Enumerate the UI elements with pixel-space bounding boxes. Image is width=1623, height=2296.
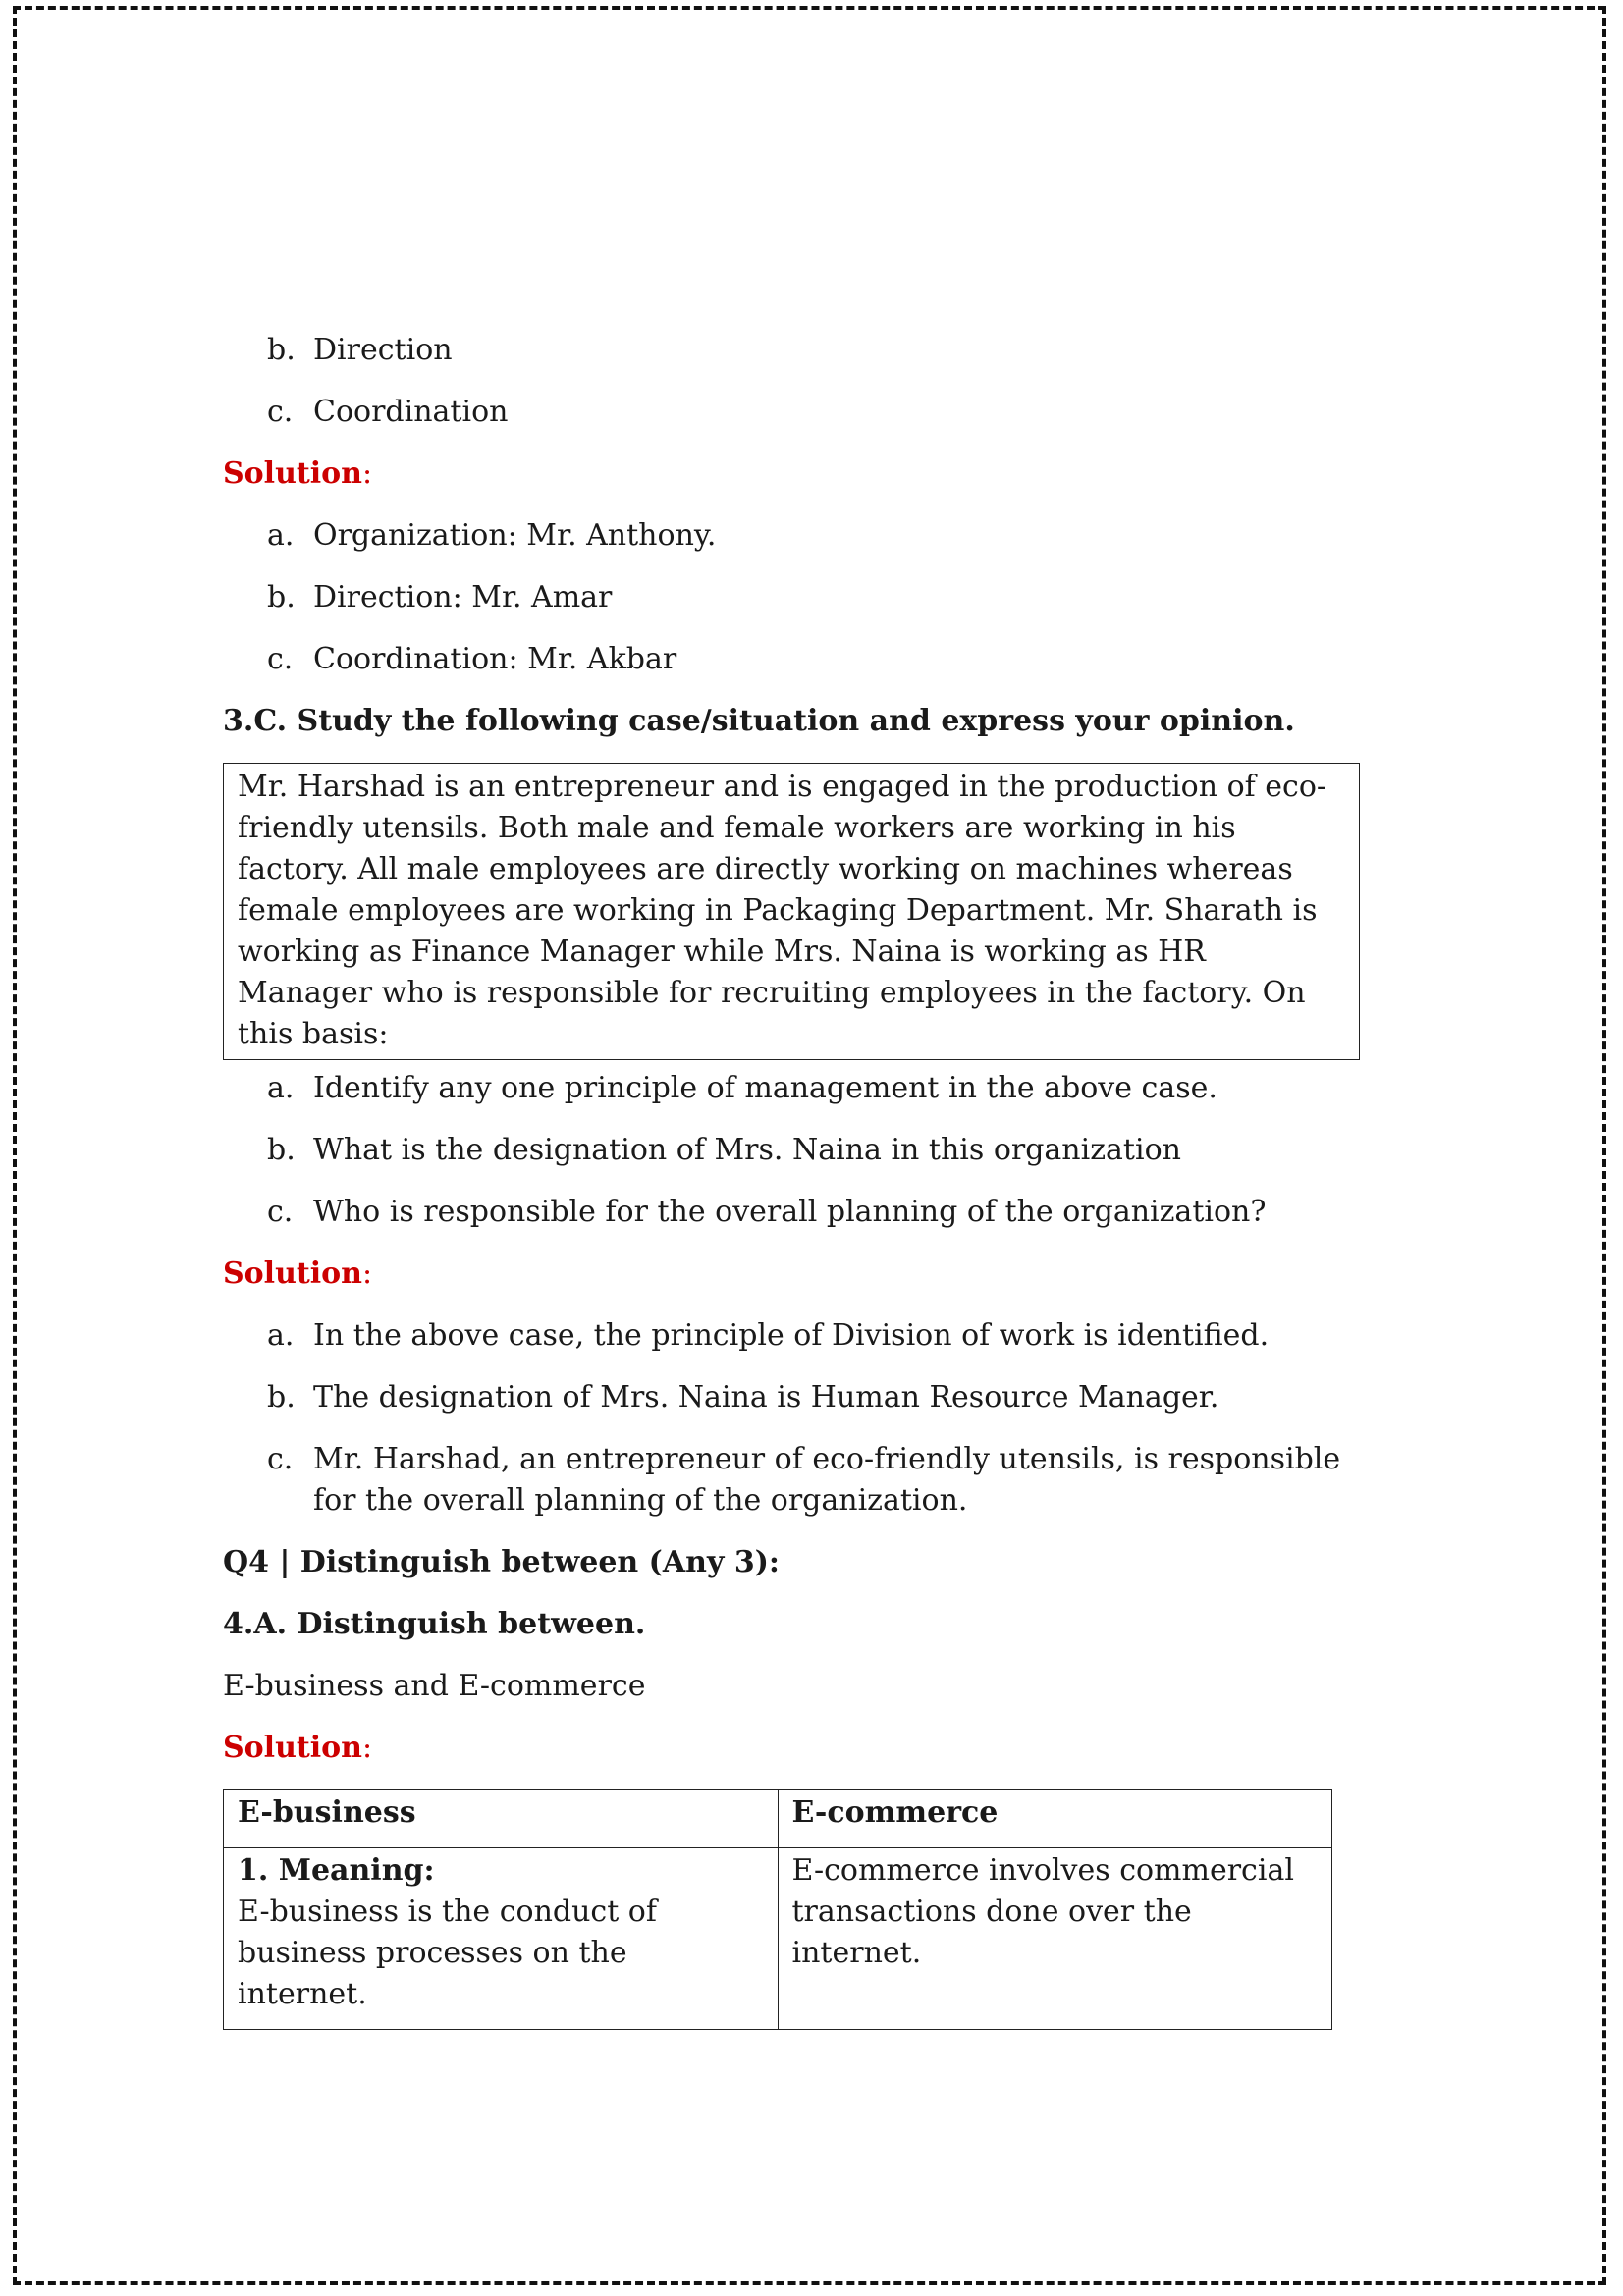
list-marker: b. (267, 333, 296, 367)
list-marker: a. (267, 1071, 295, 1105)
list-marker: c. (267, 1195, 294, 1229)
list-text: In the above case, the principle of Division of work is identified. (313, 1318, 1270, 1353)
list-marker: c. (267, 642, 294, 676)
list-item (267, 1377, 1362, 1418)
list-item (267, 639, 1362, 680)
list-text: Coordination (313, 395, 509, 429)
case-box (223, 763, 1360, 1060)
cell-text: E-business is the conduct of business processes on the internet. (238, 1895, 657, 2011)
table-header-row (224, 1790, 1332, 1848)
solution-colon: : (361, 456, 373, 491)
solution-heading (223, 454, 1362, 495)
cell-text: E-commerce involves commercial transactions done over the internet. (791, 1853, 1294, 1970)
table-header-cell: E-business (224, 1790, 779, 1848)
list-item (267, 1315, 1362, 1357)
table-header-cell: E-commerce (778, 1790, 1332, 1848)
list-marker: a. (267, 518, 295, 553)
list-marker: c. (267, 395, 294, 429)
solution-colon: : (361, 1731, 373, 1765)
comparison-table (223, 1789, 1332, 2030)
solution-label: Solution (223, 1256, 362, 1291)
list-item (267, 1068, 1362, 1109)
list-text: The designation of Mrs. Naina is Human Resource Manager. (313, 1380, 1219, 1415)
list-text: Coordination: Mr. Akbar (313, 642, 677, 676)
table-cell (224, 1848, 779, 2030)
list-item (267, 392, 1362, 433)
list-text: Who is responsible for the overall planning of the organization? (313, 1195, 1267, 1229)
list-marker: a. (267, 1318, 295, 1353)
question-heading-3c: 3.C. Study the following case/situation and express your opinion. (223, 704, 1295, 738)
list-marker: b. (267, 580, 296, 614)
solution-colon: : (361, 1256, 373, 1291)
question-text-4a: E-business and E-commerce (223, 1669, 646, 1703)
list-text: Direction (313, 333, 453, 367)
list-text: What is the designation of Mrs. Naina in this organization (313, 1133, 1181, 1167)
question-heading-4a: 4.A. Distinguish between. (223, 1607, 646, 1641)
table-cell (778, 1848, 1332, 2030)
list-item (267, 577, 1362, 618)
list-marker: c. (267, 1442, 294, 1476)
list-item (267, 1439, 1362, 1522)
list-marker: b. (267, 1380, 296, 1415)
table-row (224, 1848, 1332, 2030)
solution-label: Solution (223, 1731, 362, 1765)
case-text: Mr. Harshad is an entrepreneur and is engaged in the production of eco-friendly utensils. Both male and female workers are working in his factory. All male employees are directly working on machines whereas female employees are working in Packaging Department. Mr. Sharath is working as Finance Manager while Mrs. Naina is working as HR Manager who is responsible for recruiting employees in the factory. On this basis: (238, 770, 1327, 1051)
list-item (267, 1130, 1362, 1171)
list-text: Identify any one principle of management in the above case. (313, 1071, 1217, 1105)
solution-heading (223, 1728, 1362, 1769)
cell-title: 1. Meaning: (238, 1853, 435, 1888)
list-text: Direction: Mr. Amar (313, 580, 613, 614)
list-item (267, 515, 1362, 557)
list-marker: b. (267, 1133, 296, 1167)
list-text: Mr. Harshad, an entrepreneur of eco-friendly utensils, is responsible for the overall planning of the organization. (313, 1442, 1341, 1518)
solution-heading (223, 1254, 1362, 1295)
list-text: Organization: Mr. Anthony. (313, 518, 717, 553)
solution-label: Solution (223, 456, 362, 491)
list-item (267, 330, 1362, 371)
page-content (223, 330, 1362, 2030)
list-item (267, 1192, 1362, 1233)
question-heading-q4: Q4 | Distinguish between (Any 3): (223, 1545, 780, 1579)
